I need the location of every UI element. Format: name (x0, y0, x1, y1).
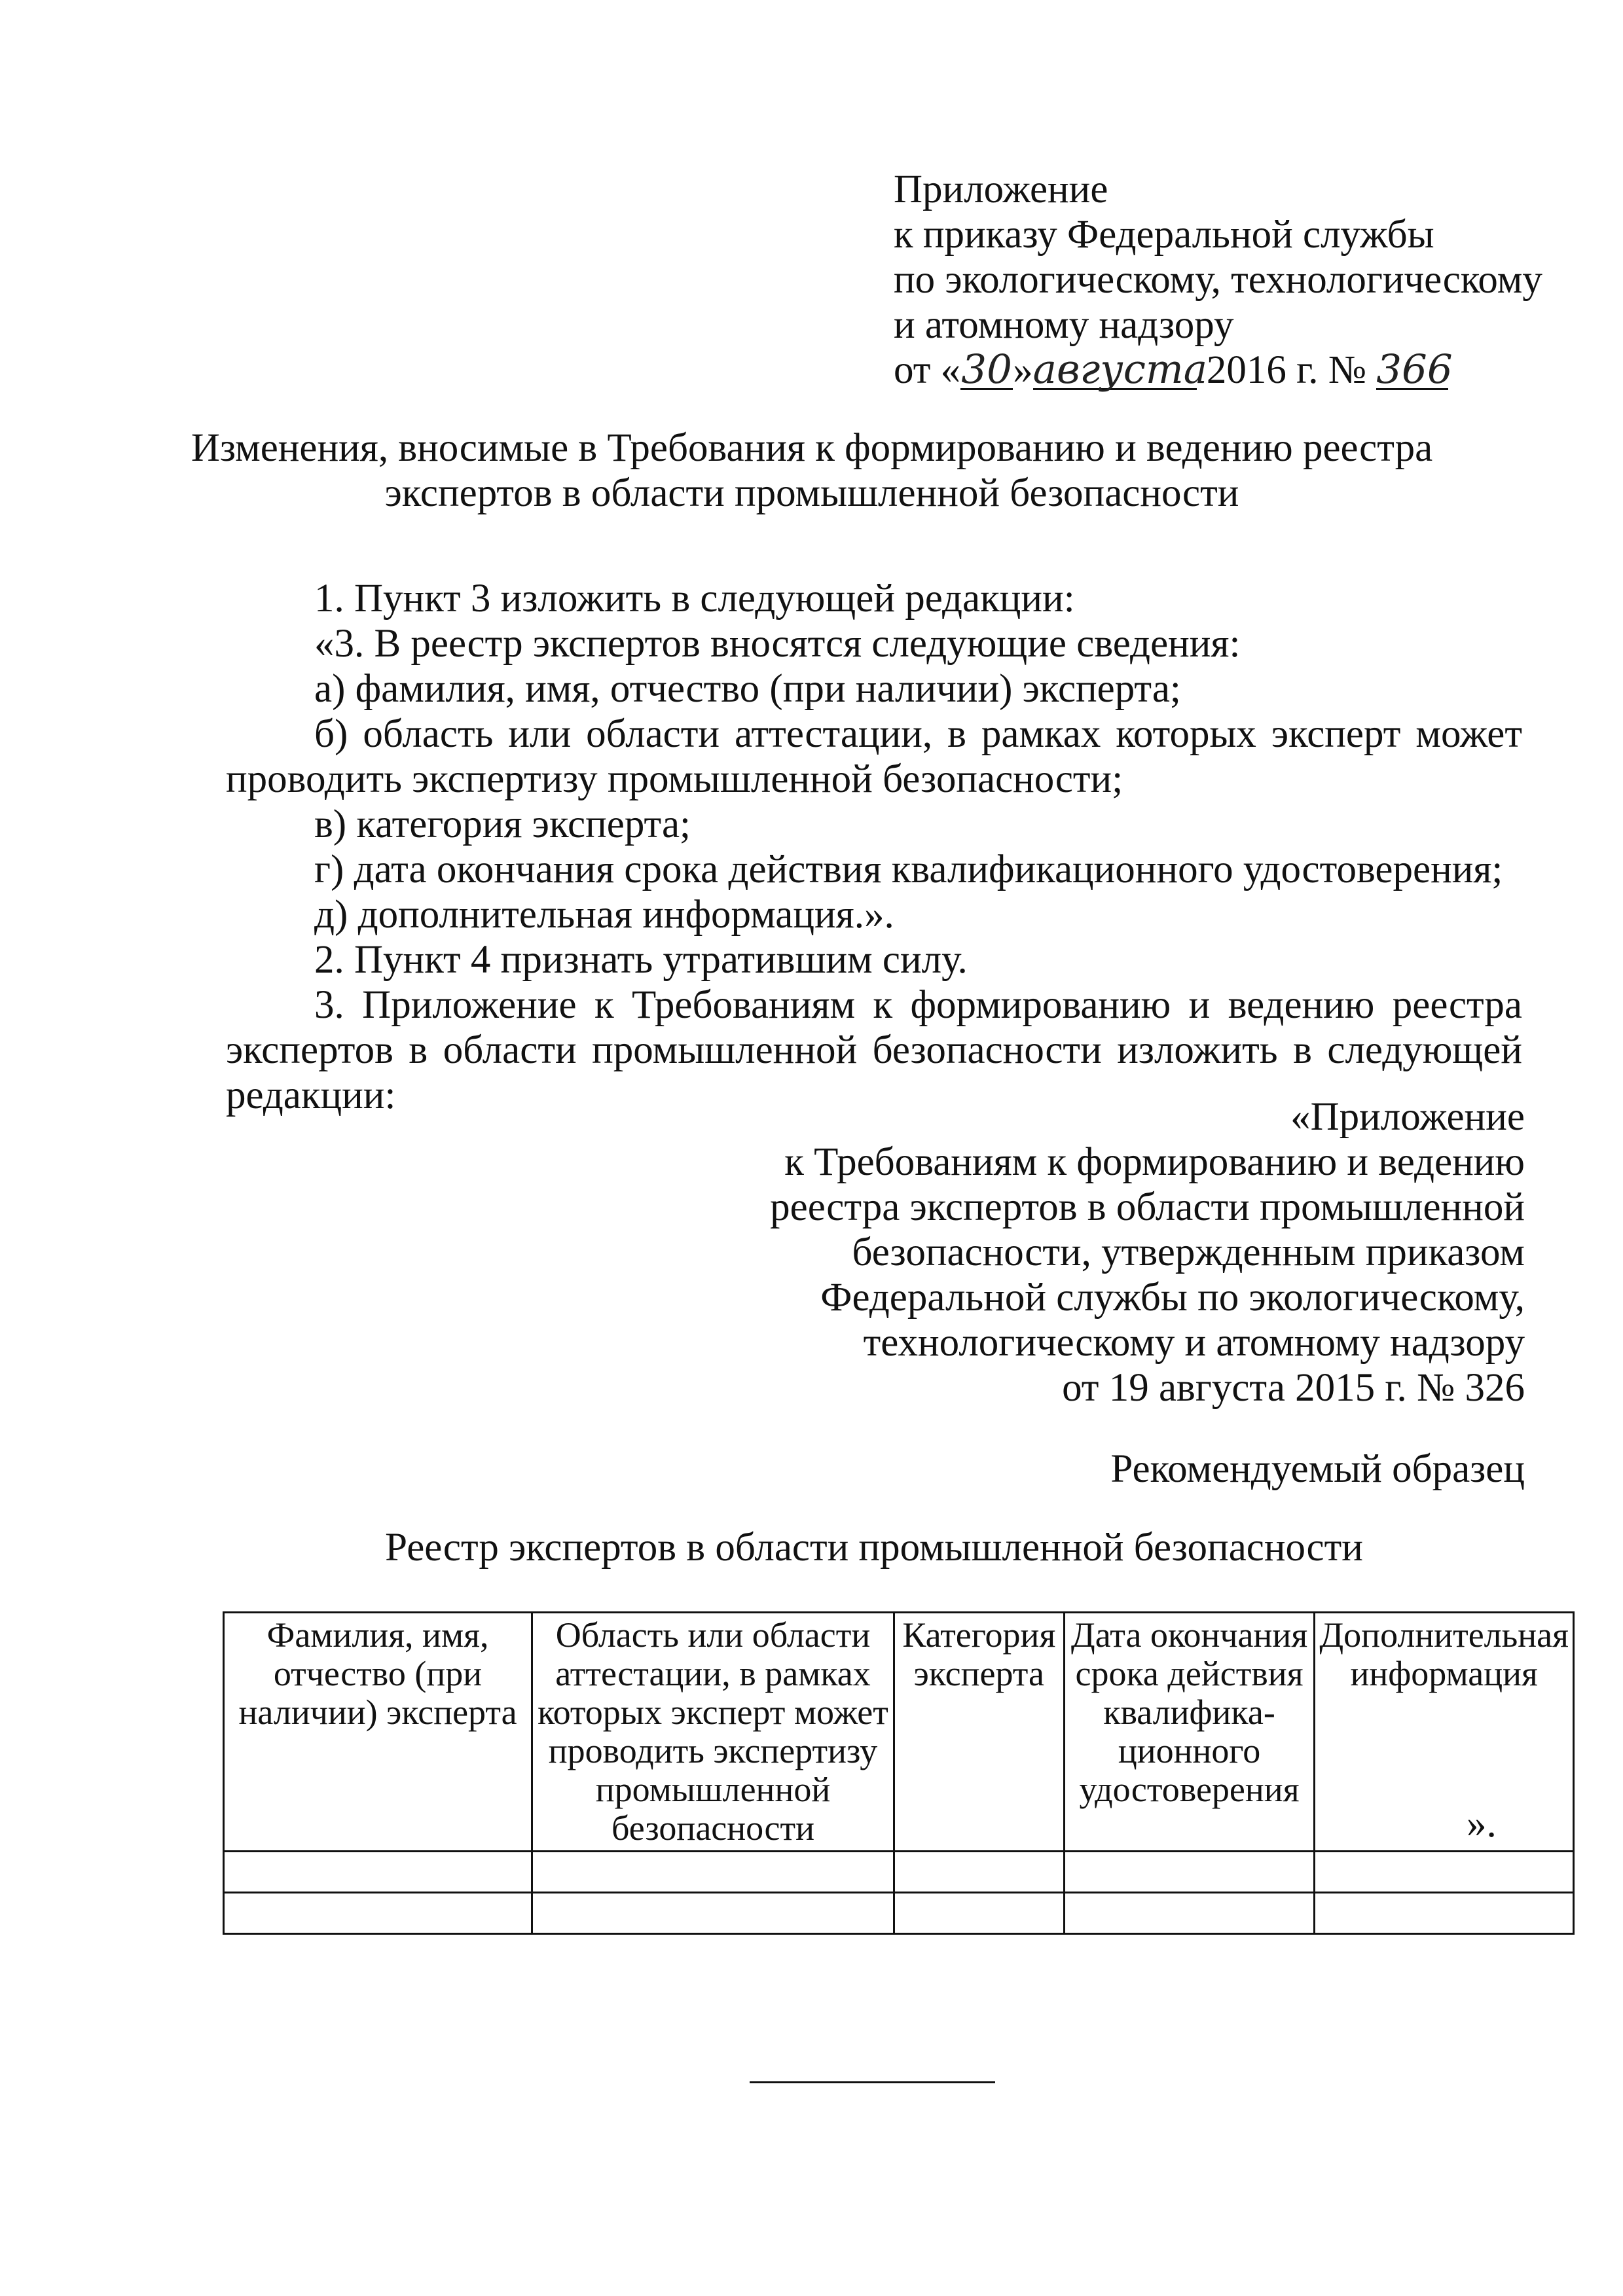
paragraph-5: в) категория эксперта; (314, 802, 691, 846)
order-appendix-header (894, 167, 1588, 393)
appendix-line: к Требованиям к формированию и ведению (784, 1140, 1525, 1184)
header-line: Приложение (894, 168, 1108, 211)
table-cell (894, 1893, 1064, 1934)
table-cell (1064, 1852, 1315, 1893)
registry-table (223, 1611, 1575, 1935)
table-header-row (224, 1613, 1574, 1852)
table-cell (1315, 1893, 1574, 1934)
registry-title: Реестр экспертов в области промышленной безопасности (385, 1526, 1363, 1570)
header-line: по экологическому, технологическому (894, 258, 1542, 302)
appendix-line: реестра экспертов в области промышленной (770, 1185, 1525, 1229)
header-cell-additional: Дополнительная информация (1315, 1613, 1574, 1852)
header-cell-area: Область или области аттестации, в рамках которых эксперт может проводить экспертизу промышленной безопасности (532, 1613, 894, 1852)
appendix-line: безопасности, утвержденным приказом (852, 1230, 1525, 1274)
appendix-line: технологическому и атомному надзору (863, 1321, 1525, 1365)
table-cell (224, 1852, 532, 1893)
order-date-line (894, 348, 1588, 393)
date-mid: » (1013, 348, 1033, 392)
date-year: 2016 г. № (1206, 348, 1366, 392)
table-cell (532, 1893, 894, 1934)
handwritten-number: 366 (1376, 346, 1453, 393)
table-row (224, 1852, 1574, 1893)
table-cell (1064, 1893, 1315, 1934)
paragraph-7: д) дополнительная информация.». (314, 893, 894, 937)
table-cell (1315, 1852, 1574, 1893)
paragraph-6: г) дата окончания срока действия квалификационного удостоверения; (314, 848, 1503, 891)
paragraph-9: 3. Приложение к Требованиям к формированию и ведению реестра экспертов в области промышленной безопасности изложить в следующей редакции: (226, 983, 1522, 1117)
paragraph-3: а) фамилия, имя, отчество (при наличии) эксперта; (314, 667, 1181, 711)
document-title (164, 425, 1460, 516)
title-line: экспертов в области промышленной безопасности (384, 471, 1239, 515)
handwritten-day: 30 (961, 346, 1012, 393)
appendix-line: Федеральной службы по экологическому, (820, 1276, 1525, 1319)
appendix-line: «Приложение (1290, 1095, 1525, 1139)
date-prefix: от « (894, 348, 961, 392)
appendix-line: от 19 августа 2015 г. № 326 (1062, 1366, 1525, 1410)
table-cell (894, 1852, 1064, 1893)
handwritten-month: августа (1032, 346, 1208, 393)
recommended-sample-label: Рекомендуемый образец (1110, 1447, 1525, 1491)
paragraph-1: 1. Пункт 3 изложить в следующей редакции: (314, 577, 1075, 620)
paragraph-2: «3. В реестр экспертов вносятся следующие сведения: (314, 622, 1241, 666)
header-cell-expiry: Дата окончания срока действия квалифика-ционного удостоверения (1064, 1613, 1315, 1852)
end-of-document-line (750, 2081, 995, 2083)
title-line: Изменения, вносимые в Требования к формированию и ведению реестра (191, 426, 1433, 470)
document-body (226, 576, 1522, 1118)
table-cell (224, 1893, 532, 1934)
requirements-appendix-header (674, 1094, 1525, 1410)
closing-quote: ». (1467, 1802, 1497, 1846)
paragraph-4: б) область или области аттестации, в рамках которых эксперт может проводить экспертизу промышленной безопасности; (226, 712, 1522, 801)
header-cell-category: Категория эксперта (894, 1613, 1064, 1852)
header-line: и атомному надзору (894, 303, 1234, 347)
header-cell-name: Фамилия, имя, отчество (при наличии) эксперта (224, 1613, 532, 1852)
header-line: к приказу Федеральной службы (894, 213, 1434, 257)
table-row (224, 1893, 1574, 1934)
paragraph-8: 2. Пункт 4 признать утратившим силу. (314, 938, 968, 982)
table-cell (532, 1852, 894, 1893)
